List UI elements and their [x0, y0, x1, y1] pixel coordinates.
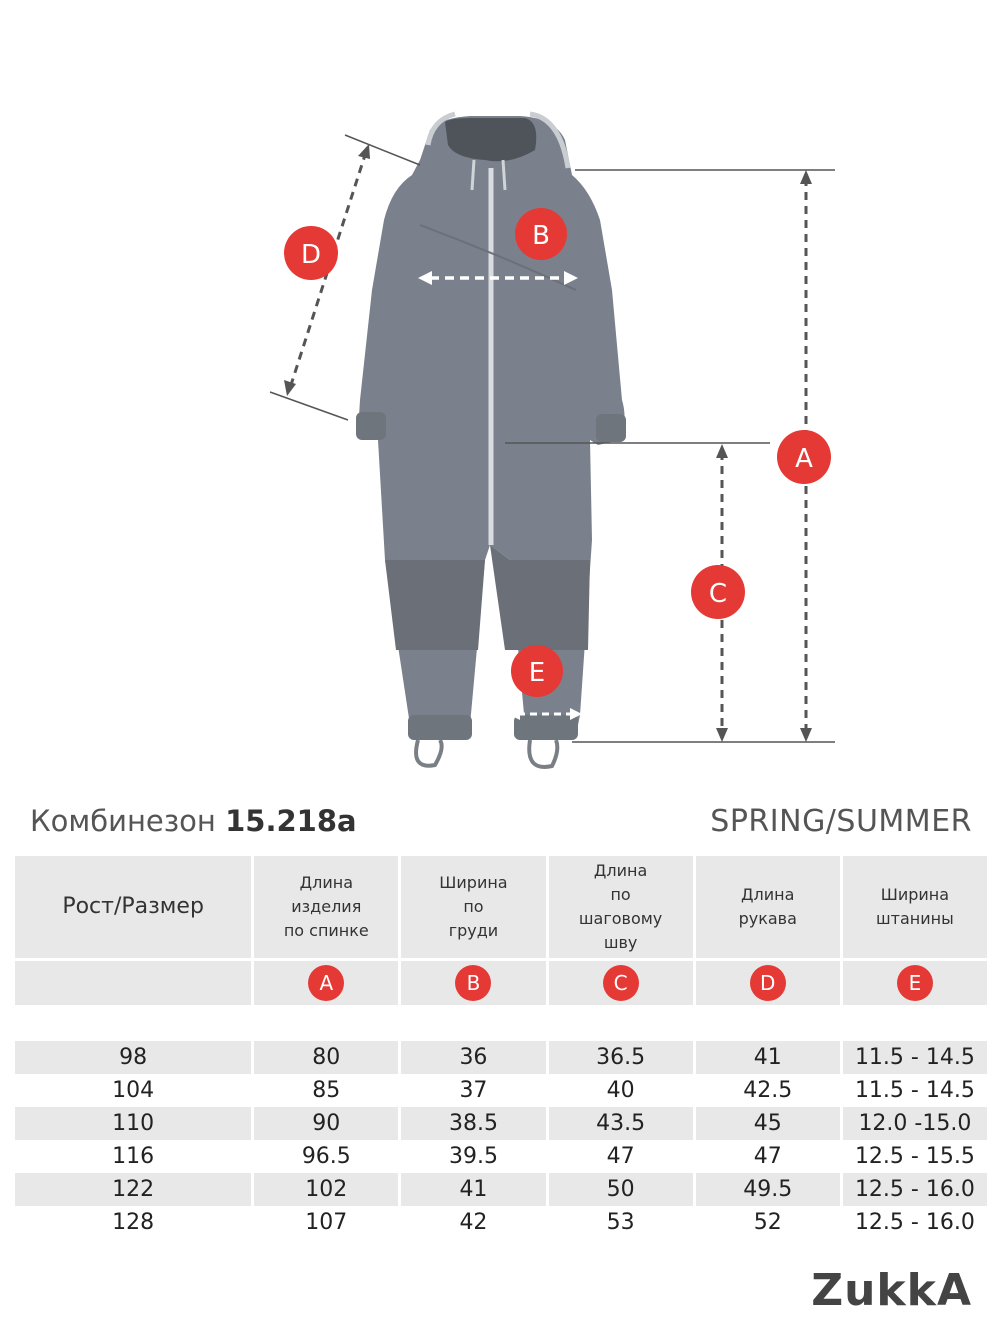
header-line: по спинке — [283, 921, 369, 940]
cell-size: 110 — [15, 1107, 251, 1140]
cell-b: 42 — [401, 1206, 545, 1239]
cell-size: 104 — [15, 1074, 251, 1107]
table-row — [15, 1107, 987, 1140]
arrow-c-head-top — [716, 444, 728, 458]
header-line: Ширина — [880, 885, 950, 904]
letter-cell — [254, 958, 398, 1005]
right-ankle-cuff — [514, 715, 578, 740]
arrow-e-head-left — [508, 708, 520, 720]
table-row — [15, 1206, 987, 1239]
size-table — [12, 856, 990, 1239]
header-line: шву — [603, 933, 638, 952]
badge-e — [511, 645, 563, 697]
table-row — [15, 1140, 987, 1173]
cell-e: 12.5 - 15.5 — [843, 1140, 987, 1173]
cell-e: 12.5 - 16.0 — [843, 1173, 987, 1206]
header-col — [549, 856, 693, 958]
left-sleeve-cuff — [356, 412, 386, 440]
product-name: Комбинезон — [30, 804, 216, 838]
header-col — [254, 856, 398, 958]
letter-row — [15, 958, 987, 1005]
header-line: изделия — [291, 897, 362, 916]
badge-b — [515, 208, 567, 260]
cell-e: 12.5 - 16.0 — [843, 1206, 987, 1239]
title-row — [30, 800, 972, 845]
header-line: Ширина — [439, 873, 508, 892]
letter-cell — [843, 958, 987, 1005]
brand-logo: ZukkA — [811, 1265, 972, 1316]
header-line: Длина — [299, 873, 353, 892]
header-line: Длина — [593, 861, 648, 880]
badge-b-label: B — [532, 221, 550, 251]
letter-badge-e: E — [897, 965, 933, 1001]
cell-b: 38.5 — [401, 1107, 545, 1140]
cell-d: 42.5 — [696, 1074, 840, 1107]
right-knee-patch — [490, 545, 590, 650]
letter-cell — [549, 958, 693, 1005]
badge-a — [777, 430, 831, 484]
letter-badge-c: C — [603, 965, 639, 1001]
header-col — [401, 856, 545, 958]
cell-d: 49.5 — [696, 1173, 840, 1206]
cell-e: 12.0 -15.0 — [843, 1107, 987, 1140]
header-line: штанины — [876, 909, 954, 928]
header-line: шаговому — [578, 909, 663, 928]
arrow-a-head-top — [800, 170, 812, 184]
product-title — [30, 804, 357, 838]
cell-a: 80 — [254, 1041, 398, 1074]
table-row — [15, 1074, 987, 1107]
header-line: рукава — [738, 909, 797, 928]
left-ankle-cuff — [408, 715, 472, 740]
cell-size: 122 — [15, 1173, 251, 1206]
header-col — [843, 856, 987, 958]
cell-a: 90 — [254, 1107, 398, 1140]
cell-a: 96.5 — [254, 1140, 398, 1173]
spacer-row — [15, 1005, 987, 1041]
header-line: груди — [448, 921, 499, 940]
badge-a-label: A — [795, 444, 813, 474]
arrow-d-head-top — [358, 144, 370, 159]
letter-cell — [401, 958, 545, 1005]
header-size: Рост/Размер — [15, 856, 251, 958]
cell-c: 53 — [549, 1206, 693, 1239]
cell-b: 41 — [401, 1173, 545, 1206]
cell-d: 47 — [696, 1140, 840, 1173]
arrow-c-head-bottom — [716, 728, 728, 742]
product-code: 15.218a — [225, 804, 357, 838]
cell-c: 50 — [549, 1173, 693, 1206]
arrow-d-head-bottom — [284, 380, 296, 396]
cell-a: 107 — [254, 1206, 398, 1239]
cell-e: 11.5 - 14.5 — [843, 1074, 987, 1107]
badge-c-label: C — [708, 579, 728, 609]
cell-a: 102 — [254, 1173, 398, 1206]
left-foot-strap — [416, 740, 442, 766]
header-line: Длина — [741, 885, 795, 904]
cell-b: 37 — [401, 1074, 545, 1107]
left-knee-patch — [385, 560, 485, 650]
guide-line-d-bottom — [270, 392, 348, 420]
cell-d: 41 — [696, 1041, 840, 1074]
cell-c: 36.5 — [549, 1041, 693, 1074]
header-line: по — [610, 885, 631, 904]
right-foot-strap — [529, 740, 557, 767]
letter-badge-b: B — [455, 965, 491, 1001]
cell-d: 52 — [696, 1206, 840, 1239]
table-row — [15, 1041, 987, 1074]
drawcord-left — [472, 160, 474, 190]
letter-cell-empty — [15, 958, 251, 1005]
cell-c: 47 — [549, 1140, 693, 1173]
letter-badge-d: D — [750, 965, 786, 1001]
season-label: SPRING/SUMMER — [710, 804, 972, 839]
badge-e-label: E — [528, 658, 546, 688]
cell-a: 85 — [254, 1074, 398, 1107]
guide-line-d-top — [345, 135, 420, 165]
badge-c — [691, 565, 745, 619]
table-row — [15, 1173, 987, 1206]
right-sleeve-cuff — [596, 414, 626, 442]
header-line: по — [463, 897, 484, 916]
cell-size: 116 — [15, 1140, 251, 1173]
badge-d — [284, 226, 338, 280]
cell-b: 36 — [401, 1041, 545, 1074]
cell-size: 128 — [15, 1206, 251, 1239]
drawcord-right — [503, 160, 505, 190]
cell-size: 98 — [15, 1041, 251, 1074]
header-row — [15, 856, 987, 958]
cell-c: 40 — [549, 1074, 693, 1107]
letter-cell — [696, 958, 840, 1005]
cell-b: 39.5 — [401, 1140, 545, 1173]
arrow-a-head-bottom — [800, 728, 812, 742]
cell-c: 43.5 — [549, 1107, 693, 1140]
cell-e: 11.5 - 14.5 — [843, 1041, 987, 1074]
letter-badge-a: A — [308, 965, 344, 1001]
cell-d: 45 — [696, 1107, 840, 1140]
header-col — [696, 856, 840, 958]
badge-d-label: D — [300, 240, 322, 270]
